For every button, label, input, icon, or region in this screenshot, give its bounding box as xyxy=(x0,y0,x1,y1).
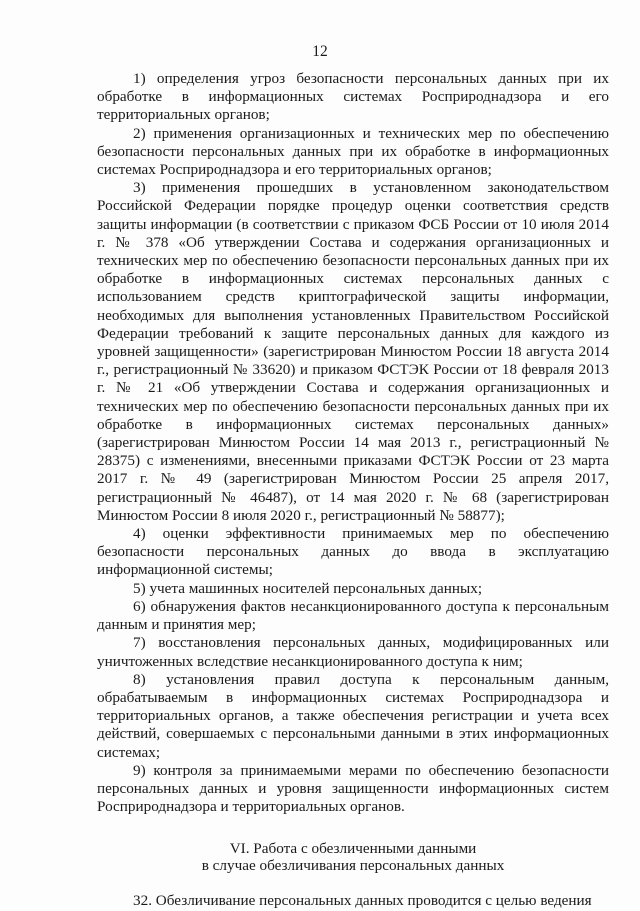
section-heading xyxy=(97,840,609,874)
list-item-9: 9) контроля за принимаемыми мерами по обеспечению безопасности персональных данных и уровня защищенности информационных систем Росприроднадзора и территориальных органов. xyxy=(97,761,609,816)
section-heading-line-1: VI. Работа с обезличенными данными xyxy=(229,840,477,858)
list-item-4: 4) оценки эффективности принимаемых мер по обеспечению безопасности персональных данных до ввода в эксплуатацию информационной системы; xyxy=(97,525,609,579)
document-body xyxy=(97,70,609,911)
list-item-1: 1) определения угроз безопасности персональных данных при их обработке в информационных системах Росприроднадзора и его территориальных органов; xyxy=(97,70,609,124)
paragraph-32: 32. Обезличивание персональных данных проводится с целью ведения xyxy=(133,892,592,910)
list-item-7: 7) восстановления персональных данных, модифицированных или уничтоженных вследствие несанкционированного доступа к ним; xyxy=(97,634,609,670)
page-number: 12 xyxy=(312,43,328,60)
list-item-2: 2) применения организационных и технических мер по обеспечению безопасности персональных данных при их обработке в информационных системах Росприроднадзора и его территориальных органов; xyxy=(97,124,609,179)
list-item-8: 8) установления правил доступа к персональным данным, обрабатываемым в информационных системах Росприроднадзора и территориальных органов, а также обеспечения регистрации и учета всех действий, совершаемых с персональными данными в этих информационных системах; xyxy=(97,670,609,761)
list-item-6: 6) обнаружения фактов несанкционированного доступа к персональным данным и принятия мер; xyxy=(97,597,609,634)
list-item-5: 5) учета машинных носителей персональных данных; xyxy=(133,579,483,597)
list-item-3: 3) применения прошедших в установленном законодательством Российской Федерации порядке процедур оценки соответствия средств защиты информации (в соответствии с приказом ФСБ России от 10 июля 2014 г. № 378 «Об утверждении Состава и содержания организационных и технических мер по обеспечению безопасности персональных данных при их обработке в информационных системах персональных данных с использованием средств криптографической защиты информации, необходимых для выполнения установленных Правительством Российской Федерации требований к защите персональных данных для каждого из уровней защищенности» (зарегистрирован Минюстом России 18 августа 2014 г., регистрационный № 33620) и приказом ФСТЭК России от 18 февраля 2013 г. № 21 «Об утверждении Состава и содержания организационных и технических мер по обеспечению безопасности персональных данных при их обработке в информационных системах персональных данных» (зарегистрирован Минюстом России 14 мая 2013 г., регистрационный № 28375) с изменениями, внесенными приказами ФСТЭК России от 23 марта 2017 г. № 49 (зарегистрирован Минюстом России 25 апреля 2017, регистрационный № 46487), от 14 мая 2020 г. № 68 (зарегистрирован Минюстом России 8 июля 2020 г., регистрационный № 58877); xyxy=(97,179,609,524)
section-heading-line-2: в случае обезличивания персональных данных xyxy=(201,857,505,875)
